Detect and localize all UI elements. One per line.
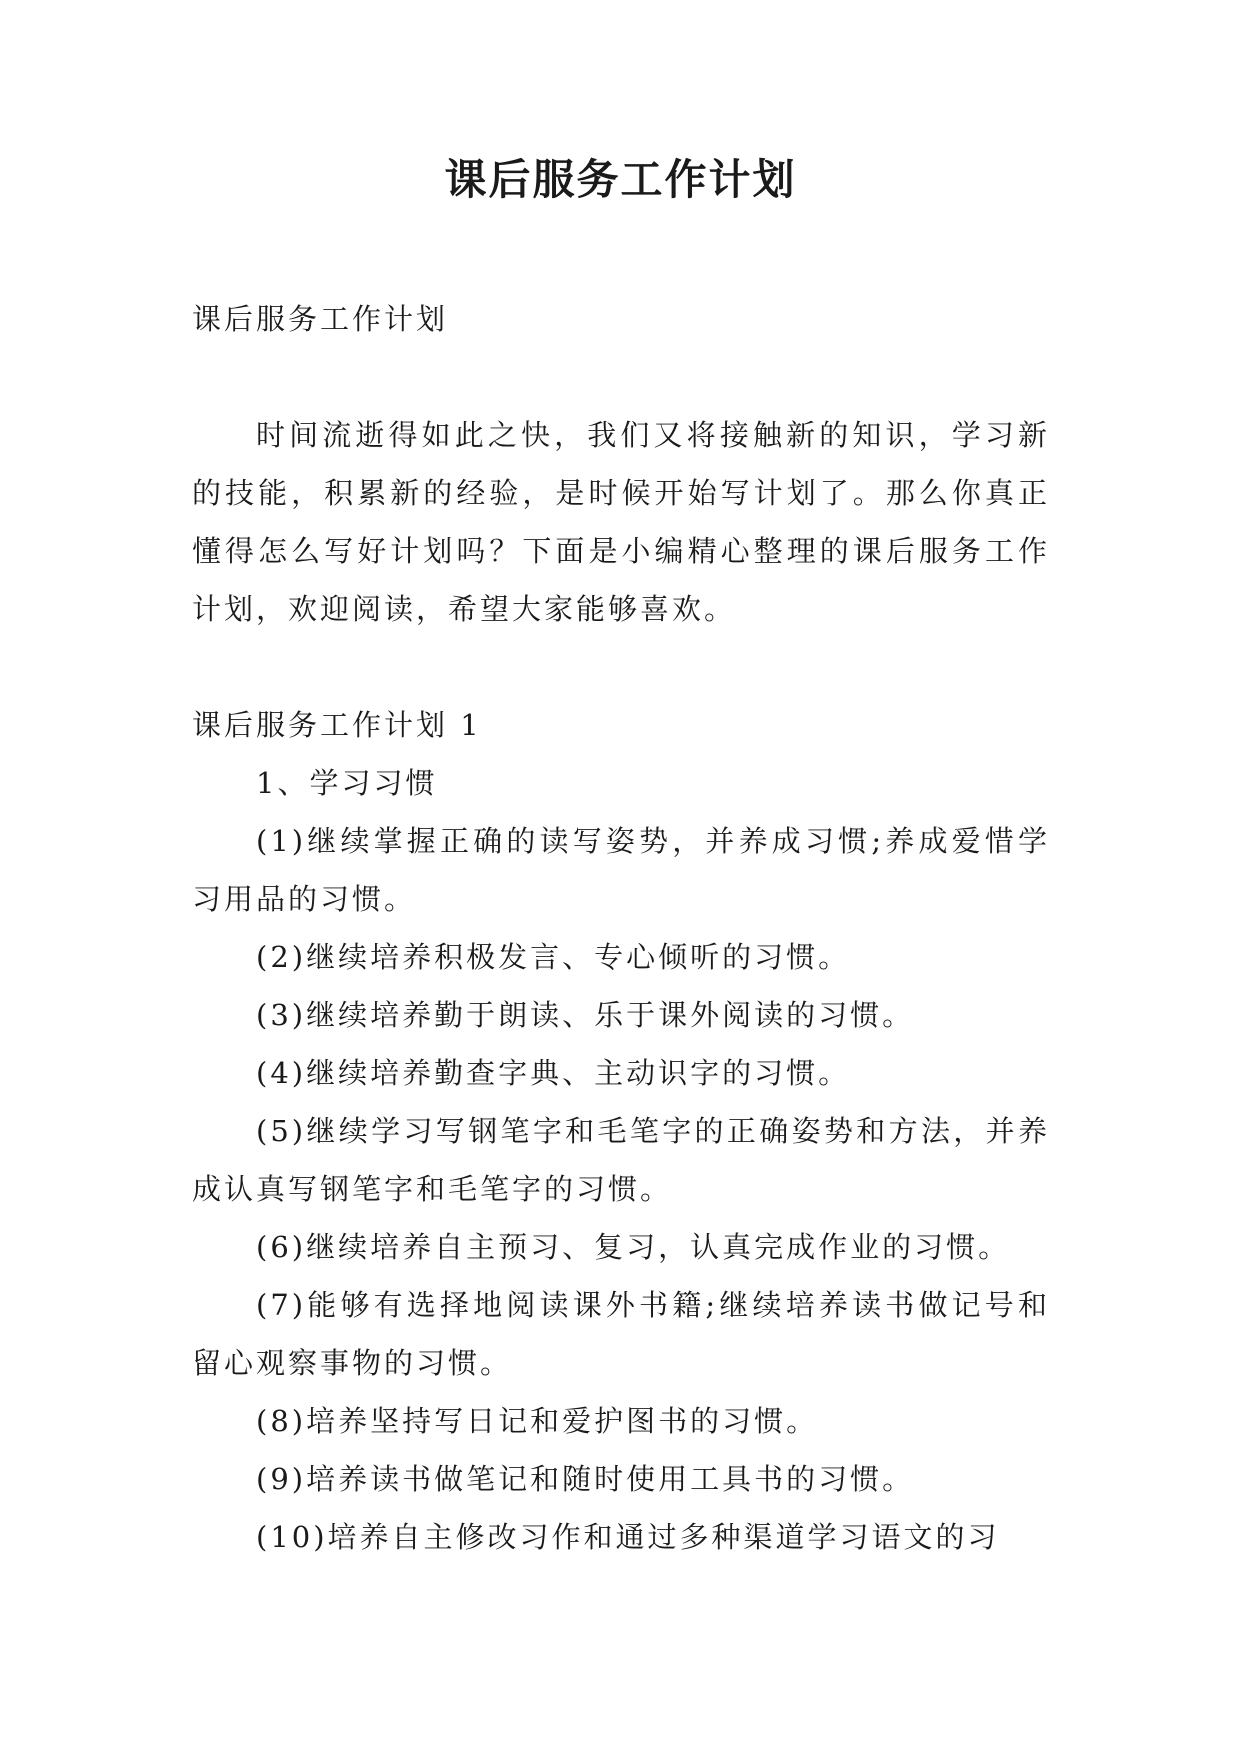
document-subtitle: 课后服务工作计划 [192, 302, 449, 336]
list-item: (10)培养自主修改习作和通过多种渠道学习语文的习 [256, 1520, 1000, 1554]
list-item: (2)继续培养积极发言、专心倾听的习惯。 [256, 940, 851, 974]
document-body [192, 290, 1050, 1566]
section-heading: 课后服务工作计划 1 [192, 708, 482, 742]
list-item: (5)继续学习写钢笔字和毛笔字的正确姿势和方法，并养成认真写钢笔字和毛笔字的习惯。 [192, 1114, 1050, 1206]
spacer [192, 638, 1050, 696]
intro-paragraph: 时间流逝得如此之快，我们又将接触新的知识，学习新的技能，积累新的经验，是时候开始写计划了。那么你真正懂得怎么写好计划吗？下面是小编精心整理的课后服务工作计划，欢迎阅读，希望大家能够喜欢。 [192, 418, 1050, 626]
list-item: (7)能够有选择地阅读课外书籍;继续培养读书做记号和留心观察事物的习惯。 [192, 1288, 1050, 1380]
list-item: (3)继续培养勤于朗读、乐于课外阅读的习惯。 [256, 998, 915, 1032]
spacer [192, 348, 1050, 406]
list-item: (8)培养坚持写日记和爱护图书的习惯。 [256, 1404, 819, 1438]
list-item: (6)继续培养自主预习、复习，认真完成作业的习惯。 [256, 1230, 1011, 1264]
list-item: (4)继续培养勤查字典、主动识字的习惯。 [256, 1056, 851, 1090]
subsection-heading: 1、学习习惯 [256, 766, 438, 800]
list-item: (1)继续掌握正确的读写姿势，并养成习惯;养成爱惜学习用品的习惯。 [192, 824, 1050, 916]
document-title: 课后服务工作计划 [444, 155, 797, 204]
list-item: (9)培养读书做笔记和随时使用工具书的习惯。 [256, 1462, 915, 1496]
